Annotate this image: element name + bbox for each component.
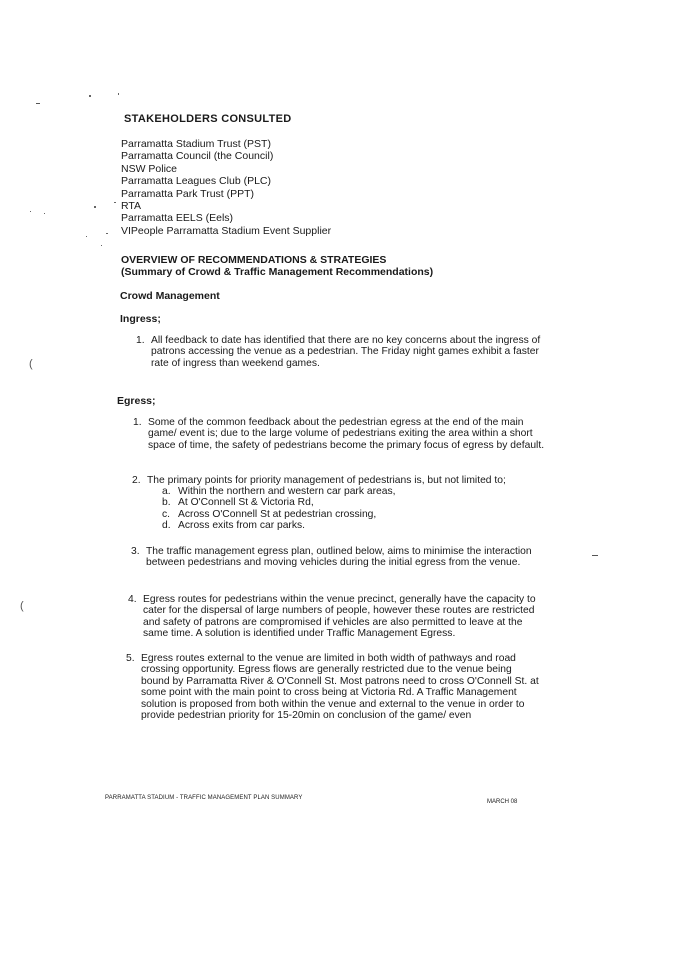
list-item: Parramatta Park Trust (PPT) (121, 187, 255, 200)
item-number: 1. (136, 335, 145, 346)
list-item: Parramatta Leagues Club (PLC) (121, 175, 271, 188)
scan-speck (44, 213, 45, 214)
egress-subitems (162, 486, 542, 532)
list-item: d. Across exits from car parks. (162, 520, 306, 532)
item-text: Egress routes external to the venue are limited in both width of pathways and road crossing opportunity. Egress flows are generally restricted due to the venue being bound by Parramatta River & O'Connell St. Most patrons need to cross O'Connell St. at some point with the main point to cross being at Victoria Rd. A Traffic Management solution is proposed from both within the venue and external to the venue in order to provide pedestrian priority for 15-20min on conclusion of the game/ even (141, 653, 539, 722)
list-item: a. Within the northern and western car park areas, (162, 486, 396, 497)
ingress-heading: Ingress; (120, 313, 161, 325)
overview-title: OVERVIEW OF RECOMMENDATIONS & STRATEGIES (121, 254, 387, 266)
crowd-management-heading: Crowd Management (120, 290, 220, 302)
scan-speck (86, 236, 87, 237)
scan-speck (114, 202, 116, 203)
scan-speck (89, 95, 91, 97)
item-text: The traffic management egress plan, outlined below, aims to minimise the interaction between pedestrians and moving vehicles during the initial egress from the venue. (146, 546, 532, 569)
scan-speck (101, 245, 102, 246)
list-item: NSW Police (121, 162, 178, 175)
footer-date: MARCH 08 (487, 799, 518, 805)
list-item: Parramatta Stadium Trust (PST) (121, 138, 271, 150)
scan-mark: ( (29, 358, 33, 370)
stakeholders-list (121, 138, 331, 237)
list-item: RTA (121, 200, 142, 213)
list-item: b. At O'Connell St & Victoria Rd, (162, 497, 314, 509)
scan-speck (106, 233, 108, 234)
item-text: Some of the common feedback about the pedestrian egress at the end of the main game/ event is; due to the large volume of pedestrians exiting the area within a short space of time, the safety of pedestrians become the primary focus of egress by default. (148, 417, 545, 451)
footer-title: PARRAMATTA STADIUM - TRAFFIC MANAGEMENT PLAN SUMMARY (105, 795, 303, 801)
scan-speck (118, 93, 119, 95)
list-item: Parramatta Council (the Council) (121, 150, 274, 163)
item-number: 2. (132, 475, 141, 486)
item-text: Egress routes for pedestrians within the venue precinct, generally have the capacity to cater for the dispersal of large numbers of people, however these routes are restricted and safety of patrons are compromised if vehicles are also permitted to leave at the same time. A solution is identified under Traffic Management Egress. (143, 594, 536, 640)
scan-mark: ( (20, 600, 24, 612)
item-number: 3. (131, 546, 140, 557)
list-item: c. Across O'Connell St at pedestrian crossing, (162, 508, 377, 520)
item-text: All feedback to date has identified that there are no key concerns about the ingress of patrons accessing the venue as a pedestrian. The Friday night games exhibit a faster rate of ingress than weekend games. (151, 335, 541, 369)
item-number: 5. (126, 653, 135, 664)
scan-speck (94, 206, 96, 208)
list-item: Parramatta EELS (Eels) (121, 212, 234, 225)
item-number: 4. (128, 594, 137, 605)
scan-mark (36, 103, 40, 104)
scan-mark (592, 555, 598, 556)
stakeholders-heading: STAKEHOLDERS CONSULTED (124, 113, 292, 125)
item-number: 1. (133, 417, 142, 428)
scan-speck (30, 211, 31, 212)
item-text: The primary points for priority management of pedestrians is, but not limited to; (147, 475, 506, 486)
overview-subtitle: (Summary of Crowd & Traffic Management Recommendations) (121, 266, 434, 278)
list-item: VIPeople Parramatta Stadium Event Supplier (121, 224, 332, 237)
egress-heading: Egress; (117, 395, 156, 407)
